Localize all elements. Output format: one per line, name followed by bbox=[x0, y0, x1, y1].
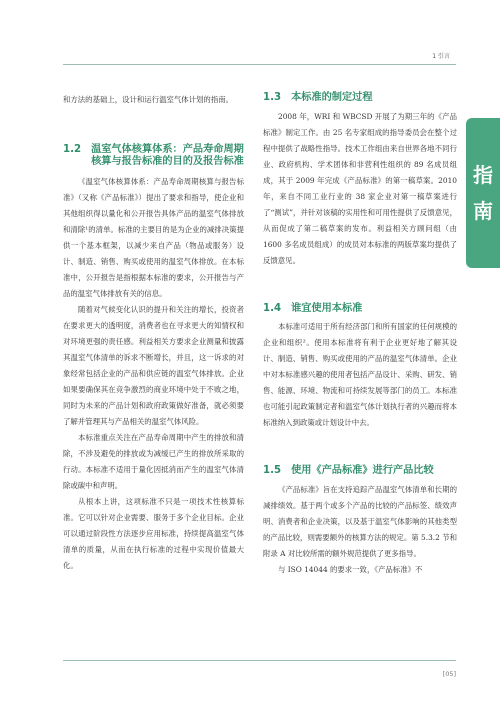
section-number: 1.2 bbox=[63, 144, 82, 155]
paragraph: 从根本上讲，这项标准不只是一项技术性核算标准。它可以针对企业需要、服务于多个企业目标。企业可以通过阶段性方法逐步应用标准，持续提高温室气体清单的质量，从而在执行标准的过程中实现价值最大化。 bbox=[63, 497, 244, 570]
paragraph: 与 ISO 14044 的要求一致，《产品标准》不 bbox=[278, 564, 423, 574]
section-number: 1.4 bbox=[263, 302, 282, 314]
page-number: [05] bbox=[442, 670, 456, 678]
paragraph: 《温室气体核算体系：产品寿命周期核算与报告标准》（又称《产品标准》）提出了要求和指导，使企业和其他组织得以量化和公开报告具体产品的温室气体排放和清除¹的清单。标准的主要目的是为企业的减排决策提供一个基本框架，以减少来自产品（物品或服务）设计、制造、销售、购买或使用的温室气体排放。在本标准中，公开报告是指根据本标准的要求，公开报告与产品的温室气体排放有关的信息。 bbox=[63, 177, 244, 298]
section-side-tab bbox=[466, 118, 500, 268]
section-number: 1.3 bbox=[263, 92, 282, 103]
side-tab-char-2: 南 bbox=[473, 199, 493, 223]
paragraph: 随着对气候变化认识的提升和关注的增长，投资者在要求更大的透明度，消费者也在寻求更大的知情权和对环境更强的责任感。利益相关方要求企业测量和披露其温室气体清单的诉求不断增长，并且，这一诉求的对象经常包括企业的产品和供应链的温室气体排放。企业如果要确保其在竞争激烈的商业环境中处于不败之地，同时为未来的产品计划和政府政策做好准备，就必须要了解并管理其与产品相关的温室气体风险。 bbox=[63, 305, 244, 426]
header-divider bbox=[63, 64, 456, 65]
footer-divider bbox=[63, 660, 456, 661]
section-title: 使用《产品标准》进行产品比较 bbox=[291, 465, 434, 476]
section-1-2-heading bbox=[63, 144, 244, 167]
section-1-5-heading bbox=[263, 465, 457, 477]
section-title: 温室气体核算体系：产品寿命周期核算与报告标准的目的及报告标准 bbox=[91, 144, 244, 167]
paragraph: 2008 年，WRI 和 WBCSD 开展了为期三年的《产品标准》制定工作。由 25 名专家组成的指导委员会在整个过程中提供了战略性指导。技术工作组由来自世界各地不同行业、政府机构、学术团体和非营利性组织的 89 名成员组成，其于 2009 年完成《产品标准》的第一稿草案。2010 年，来自不同工业行业的 38 家企业对第一稿草案进行了“测试”，并针对该稿的实用性和可用性提供了反馈意见，从而促成了第二稿草案的发布。利益相关方顾问组（由 1600 多名成员组成）的成员对本标准的两版草案均提供了反馈意见。 bbox=[263, 111, 457, 265]
intro-paragraph: 和方法的基础上，设计和运行温室气体计划的指南。 bbox=[63, 95, 233, 104]
section-title: 本标准的制定过程 bbox=[291, 92, 373, 103]
section-title: 谁宜使用本标准 bbox=[291, 302, 363, 314]
paragraph: 本标准重点关注在产品寿命周期中产生的排放和清除，不涉及避免的排放或为减缓已产生的排放所采取的行动。本标准不适用于量化因抵消而产生的温室气体清除或碳中和声明。 bbox=[63, 433, 244, 490]
chapter-label: 1 引言 bbox=[432, 53, 450, 60]
right-column bbox=[263, 92, 457, 578]
side-tab-char-1: 指 bbox=[473, 163, 493, 187]
paragraph: 本标准可适用于所有经济部门和所有国家的任何规模的企业和组织²。使用本标准将有利于企业更好地了解其设计、制造、销售、购买或使用的产品的温室气体清单。企业中对本标准感兴趣的使用者包括产品设计、采购、研发、销售、能源、环境、物流和可持续发展等部门的员工。本标准也可能引起政策制定者和温室气体计划执行者的兴趣而将本标准纳入到政策或计划设计中去。 bbox=[263, 322, 457, 427]
section-1-3-heading bbox=[263, 92, 457, 104]
left-column bbox=[63, 92, 244, 574]
section-1-4-heading bbox=[263, 303, 457, 315]
section-number: 1.5 bbox=[263, 465, 282, 476]
paragraph: 《产品标准》旨在支持追踪产品温室气体清单和长期的减排绩效。基于两个或多个产品的比较的产品标签、绩效声明、消费者和企业决策，以及基于温室气体影响的其他类型的产品比较，则需要额外的核算方法的规定。第 5.3.2 节和附录 A 对比较所需的额外规范提供了更多指导。 bbox=[263, 484, 457, 558]
